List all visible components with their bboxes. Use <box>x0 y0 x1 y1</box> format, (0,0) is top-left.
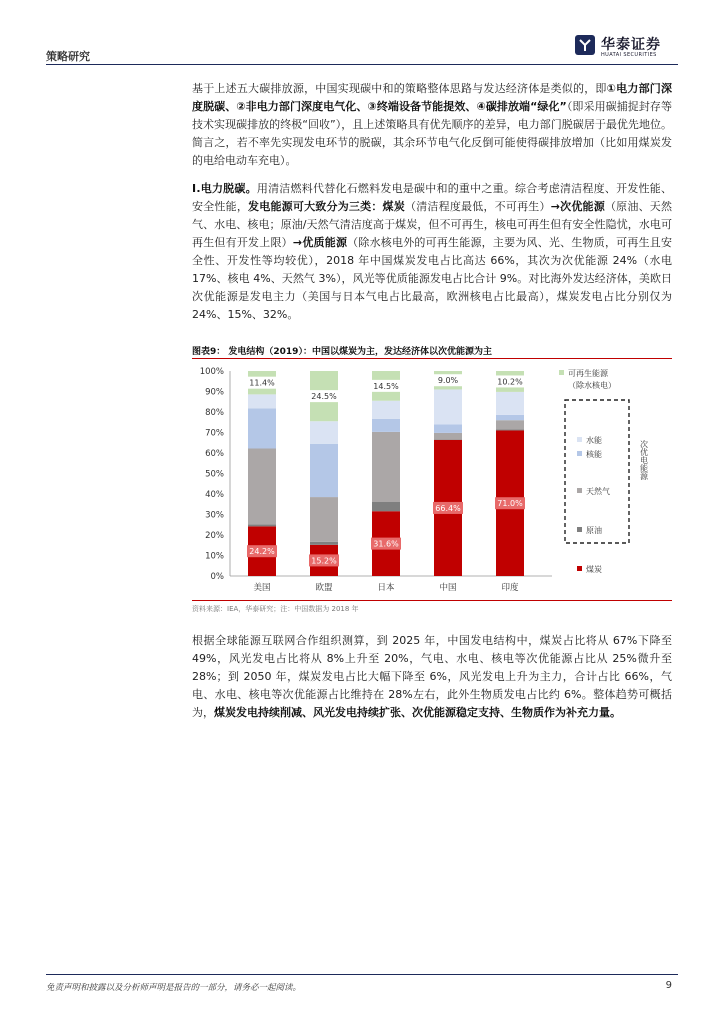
y-tick-label: 90% <box>205 387 224 398</box>
bar-segment <box>434 433 462 440</box>
bar-segment <box>310 444 338 497</box>
bar-segment <box>372 502 400 511</box>
p2-bold-3: →次优能源 <box>550 200 605 213</box>
data-label-coal: 31.6% <box>373 539 399 549</box>
legend-swatch-renewable <box>559 370 564 375</box>
section-label: 策略研究 <box>46 50 90 63</box>
page-number: 9 <box>665 980 672 991</box>
figure-title: 图表9： 发电结构（2019）：中国以煤炭为主，发达经济体以次优能源为主 <box>192 347 492 357</box>
bar-segment <box>310 542 338 545</box>
data-label-coal: 15.2% <box>311 556 337 566</box>
bar-segment <box>248 524 276 526</box>
logo-mark-icon <box>574 34 596 56</box>
paragraph-strategy-overview <box>192 80 672 170</box>
p2-bold-1: Ⅰ.电力脱碳。 <box>192 182 257 195</box>
p2-bold-4: →优质能源 <box>292 236 348 249</box>
figure-top-rule <box>192 358 672 359</box>
bar-segment <box>496 429 524 430</box>
x-category-label: 欧盟 <box>315 583 333 593</box>
y-tick-label: 60% <box>205 449 224 459</box>
data-label-renewable: 11.4% <box>249 378 275 388</box>
data-label-coal: 66.4% <box>435 503 461 513</box>
y-tick-label: 20% <box>205 531 224 541</box>
legend-label-renewable: 可再生能源 <box>568 369 608 378</box>
bar-segment <box>372 432 400 502</box>
legend-group-label: 次优电能源 <box>639 440 649 480</box>
generation-mix-chart <box>192 360 672 600</box>
bar-segment <box>434 424 462 433</box>
y-tick-label: 80% <box>205 408 224 418</box>
data-label-renewable: 24.5% <box>311 392 337 402</box>
y-axis <box>200 367 230 582</box>
legend-label-gas: 天然气 <box>586 487 610 496</box>
bar-segment <box>248 409 276 449</box>
p1-bold-1: ①电力部门深度脱碳、②非电力部门深度电气化、③终端设备节能提效、④碳排放端“绿化” <box>192 82 672 113</box>
legend-label-coal: 煤炭 <box>586 565 602 574</box>
y-tick-label: 0% <box>210 572 224 582</box>
legend-swatch-coal <box>577 566 582 571</box>
figure-bottom-rule <box>192 600 672 601</box>
p1-text-2: （即采用碳捕捉封存等技术实现碳排放的终极“回收”），且上述策略具有优先顺序的差异，电力部门脱碳居于最优先地位。简言之，若不率先实现发电环节的脱碳，其余环节电气化反倒可能使得碳排放增加（比如用煤炭发的电给电动车充电）。 <box>192 100 672 167</box>
bar-segment <box>496 392 524 415</box>
legend <box>559 368 649 574</box>
data-label-coal: 24.2% <box>249 547 275 557</box>
p3-bold-1: 煤炭发电持续削减、风光发电持续扩张、次优能源稳定支持、生物质作为补充力量。 <box>214 706 621 719</box>
legend-swatch-hydro <box>577 437 582 442</box>
legend-label-hydro: 水能 <box>586 436 602 445</box>
p2-text-4: （除水核电外的可再生能源，主要为风、光、生物质，可再生且安全性、开发性等均较优），2018 年中国煤炭发电占比高达 66%，其次为次优能源 24%（水电 17%、核电 4%、天然气 3%），风光等优质能源发电占比合计 9%。对比海外发达经济体，美欧日次优能源是发电主力（美国与日本气电占比最高，欧洲核电占比最高），煤炭发电占比分别仅为 24%、15%、32%。 <box>192 236 673 321</box>
legend-label-nuclear: 核能 <box>586 450 602 459</box>
x-category-labels <box>253 582 519 593</box>
y-tick-label: 50% <box>205 469 224 480</box>
legend-swatch-nuclear <box>577 451 582 456</box>
p3-text-1: 根据全球能源互联网合作组织测算，到 2025 年，中国发电结构中，煤炭占比将从 67%下降至 49%，风光发电占比将从 8%上升至 20%，气电、水电、核电等次优能源占比从 25%微升至 28%；到 2050 年，煤炭发电占比大幅下降至 6%，风光发电上升为主力，合计占比 66%，气电、水电、核电等次优能源占比维持在 28%左右，此外生物质发电占比约 6%。整体趋势可概括为， <box>192 634 672 719</box>
p2-text-3: （原油、天然气、水电、核电；原油/天然气清洁度高于煤炭，但不可再生，核电可再生但有安全性隐忧，水电可再生但有开发上限） <box>192 200 673 249</box>
y-tick-label: 100% <box>199 367 224 377</box>
figure-source: 资料来源：IEA，华泰研究；注：中国数据为 2018 年 <box>192 605 359 613</box>
bar-segment <box>372 419 400 432</box>
y-tick-label: 40% <box>205 490 224 500</box>
legend-swatch-gas <box>577 488 582 493</box>
legend-label-oil: 原油 <box>586 526 602 535</box>
bar-segment <box>434 389 462 424</box>
data-label-renewable: 14.5% <box>373 381 399 391</box>
footer-disclaimer: 免责声明和披露以及分析师声明是报告的一部分，请务必一起阅读。 <box>46 983 302 993</box>
p2-text-2: （清洁程度最低，不可再生） <box>404 200 551 213</box>
bar-segment <box>310 497 338 542</box>
brand-logo <box>574 30 674 66</box>
bar-segment <box>310 421 338 444</box>
footer-divider <box>46 974 678 975</box>
paragraph-forecast <box>192 632 672 722</box>
data-label-renewable: 9.0% <box>437 376 459 386</box>
p2-bold-2: 发电能源可大致分为三类：煤炭 <box>248 200 405 213</box>
legend-swatch-oil <box>577 527 582 532</box>
data-label-renewable: 10.2% <box>497 377 523 387</box>
x-category-label: 日本 <box>377 583 395 593</box>
paragraph-power-decarbonization <box>192 180 672 324</box>
p1-text-1: 基于上述五大碳排放源，中国实现碳中和的策略整体思路与发达经济体是类似的，即 <box>192 82 607 95</box>
header-divider <box>46 64 678 65</box>
bar-segment <box>248 448 276 524</box>
bar-segment <box>496 415 524 420</box>
bar-segment <box>372 401 400 419</box>
legend-label-renewable-sub: （除水核电） <box>568 381 616 390</box>
x-category-label: 印度 <box>501 583 519 593</box>
bar-segment <box>248 394 276 408</box>
y-tick-labels <box>200 367 224 582</box>
data-label-coal: 71.0% <box>497 499 523 509</box>
logo-name-cn: 华泰证券 <box>601 37 661 53</box>
p2-text-1: 用清洁燃料代替化石燃料发电是碳中和的重中之重。综合考虑清洁程度、开发性能、安全性能， <box>192 182 672 213</box>
y-tick-label: 10% <box>205 551 224 562</box>
x-category-label: 中国 <box>439 583 457 593</box>
bar-stacks <box>247 371 525 576</box>
y-tick-label: 70% <box>205 428 224 439</box>
y-tick-label: 30% <box>205 510 224 521</box>
legend-group-box <box>565 400 629 543</box>
bar-segment <box>496 420 524 429</box>
logo-name-en: HUATAI SECURITIES <box>601 52 657 58</box>
x-category-label: 美国 <box>253 583 271 593</box>
